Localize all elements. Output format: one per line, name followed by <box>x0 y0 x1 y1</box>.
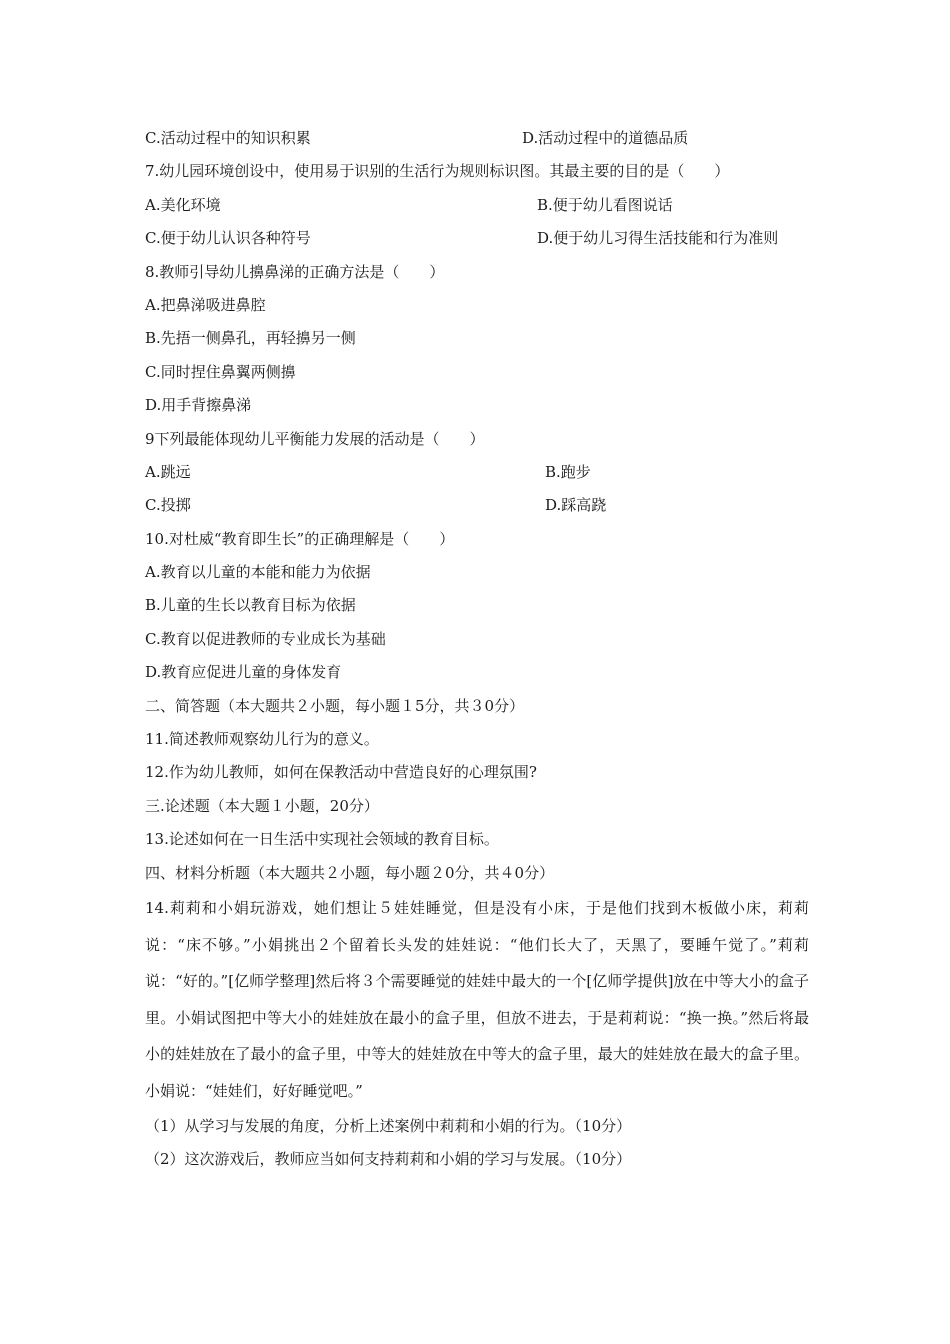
q10-option-d: D.教育应促进儿童的身体发育 <box>145 663 342 682</box>
q7-option-a: A.美化环境 <box>145 195 221 214</box>
q9-option-c: C.投掷 <box>145 496 191 515</box>
q10-option-c: C.教育以促进教师的专业成长为基础 <box>145 629 386 648</box>
section3-heading: 三.论述题（本大题１小题，20分） <box>145 796 379 815</box>
q9-stem: 9下列最能体现幼儿平衡能力发展的活动是（ ） <box>145 429 485 448</box>
q9-option-a: A.跳远 <box>145 462 191 481</box>
q10-option-b: B.儿童的生长以教育目标为依据 <box>145 596 356 615</box>
q10-option-a: A.教育以儿童的本能和能力为依据 <box>145 563 371 582</box>
q8-option-d: D.用手背擦鼻涕 <box>145 396 252 415</box>
q14-subquestion-2: （2）这次游戏后，教师应当如何支持莉莉和小娟的学习与发展。（10分） <box>145 1149 632 1168</box>
q13-stem: 13.论述如何在一日生活中实现社会领域的教育目标。 <box>145 830 499 849</box>
q11-stem: 11.简述教师观察幼儿行为的意义。 <box>145 730 379 749</box>
section4-heading: 四、材料分析题（本大题共２小题，每小题２0分，共４0分） <box>145 863 555 882</box>
q7-option-c: C.便于幼儿认识各种符号 <box>145 229 311 248</box>
q8-option-a: A.把鼻涕吸进鼻腔 <box>145 295 266 314</box>
q8-stem: 8.教师引导幼儿擤鼻涕的正确方法是（ ） <box>145 262 445 281</box>
q14-material: 14.莉莉和小娟玩游戏，她们想让５娃娃睡觉，但是没有小床，于是他们找到木板做小床，莉莉说：“床不够。”小娟挑出２个留着长头发的娃娃说：“他们长大了，天黑了，要睡午觉了。”莉莉说：“好的。”[亿师学整理]然后将３个需要睡觉的娃娃中最大的一个[亿师学提供]放在中等大小的盒子里。小娟试图把中等大小的娃娃放在最小的盒子里，但放不进去，于是莉莉说：“换一换。”然后将最小的娃娃放在了最小的盒子里，中等大的娃娃放在中等大的盒子里，最大的娃娃放在最大的盒子里。小娟说：“娃娃们，好好睡觉吧。” <box>145 898 809 1100</box>
q9-option-d: D.踩高跷 <box>545 496 607 515</box>
q6-option-d: D.活动过程中的道德品质 <box>522 129 689 147</box>
q6-options-cd <box>145 122 815 155</box>
q9-options-ab <box>145 456 815 489</box>
q14-subquestion-1: （1）从学习与发展的角度，分析上述案例中莉莉和小娟的行为。（10分） <box>145 1116 632 1135</box>
q9-option-b: B.跑步 <box>545 462 591 481</box>
q7-options-cd <box>145 222 815 255</box>
q7-option-b: B.便于幼儿看图说话 <box>537 195 673 214</box>
q12-stem: 12.作为幼儿教师，如何在保教活动中营造良好的心理氛围? <box>145 763 537 782</box>
q8-option-b: B.先捂一侧鼻孔，再轻擤另一侧 <box>145 329 356 348</box>
q6-option-c: C.活动过程中的知识积累 <box>145 129 311 147</box>
q7-options-ab <box>145 189 815 222</box>
exam-page <box>145 122 815 1176</box>
q10-stem: 10.对杜威“教育即生长”的正确理解是（ ） <box>145 529 455 548</box>
q7-option-d: D.便于幼儿习得生活技能和行为准则 <box>537 229 779 248</box>
q9-options-cd <box>145 489 815 522</box>
q8-option-c: C.同时捏住鼻翼两侧擤 <box>145 362 296 381</box>
section2-heading: 二、简答题（本大题共２小题，每小题１5分，共３0分） <box>145 696 525 715</box>
q7-stem: 7.幼儿园环境创设中，使用易于识别的生活行为规则标识图。其最主要的目的是（ ） <box>145 162 730 181</box>
